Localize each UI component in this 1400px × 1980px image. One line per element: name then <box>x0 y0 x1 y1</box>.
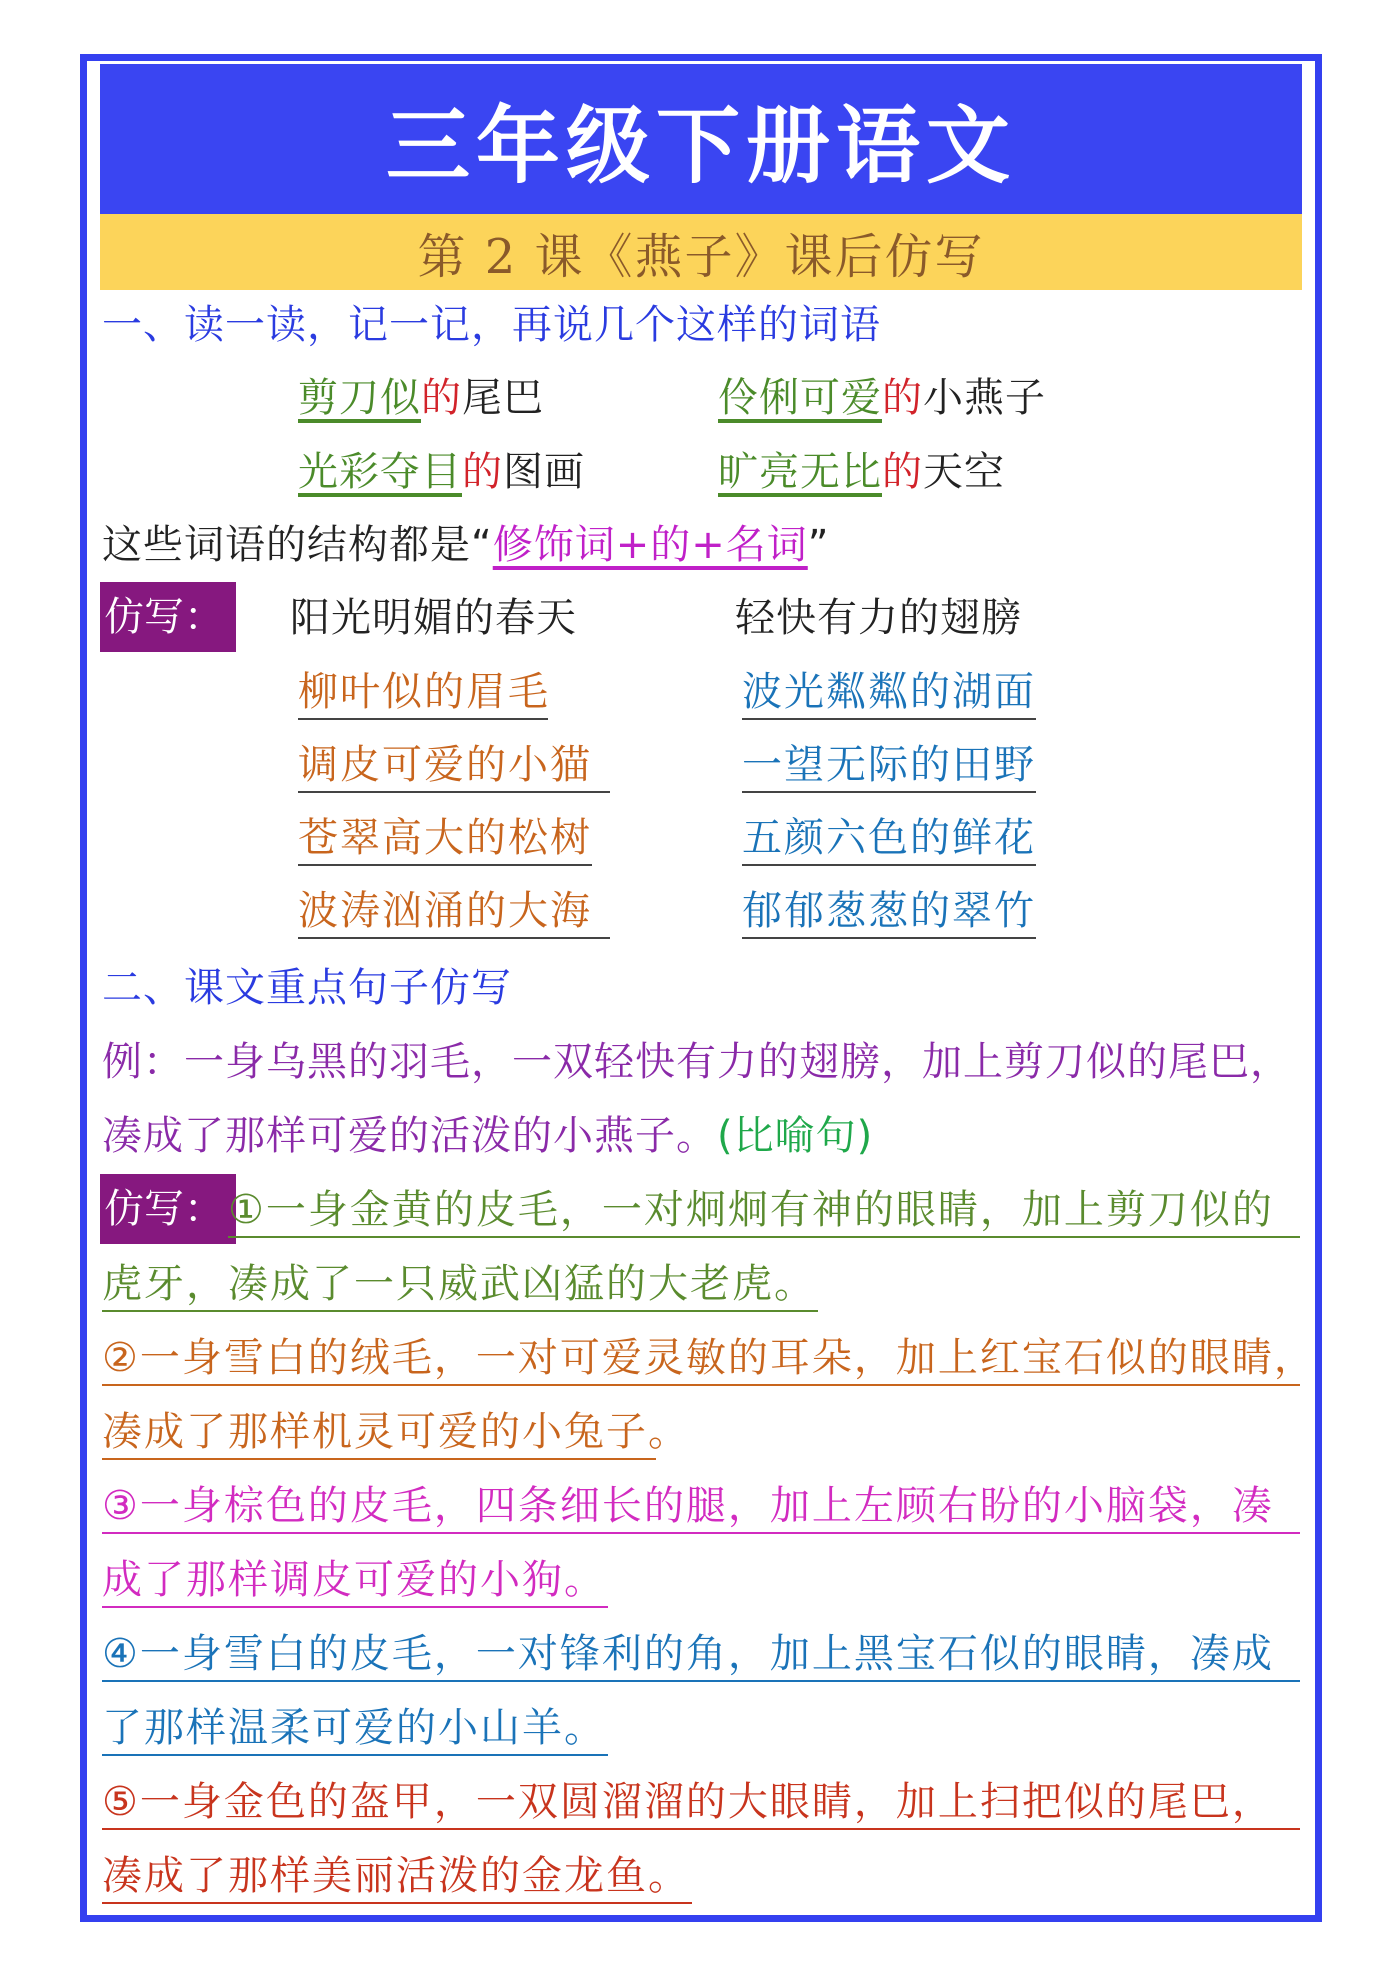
answer-left-2: 调皮可爱的小猫 <box>298 745 610 793</box>
prompt-phrase-2: 轻快有力的翅膀 <box>735 595 1022 641</box>
imitation-sentence-2-line1: ②一身雪白的绒毛，一对可爱灵敏的耳朵，加上红宝石似的眼睛， <box>102 1338 1300 1386</box>
example-de: 的 <box>882 375 923 421</box>
structure-suffix: ” <box>807 522 830 568</box>
example-noun: 图画 <box>503 449 585 495</box>
imitation-sentence-2-line2: 凑成了那样机灵可爱的小兔子。 <box>102 1412 656 1460</box>
example-noun: 小燕子 <box>923 375 1046 421</box>
lesson-subtitle: 第 2 课《燕子》课后仿写 <box>417 228 985 285</box>
example-sentence-line1: 例：一身乌黑的羽毛，一双轻快有力的翅膀，加上剪刀似的尾巴， <box>102 1039 1291 1085</box>
imitation-sentence-3-line2: 成了那样调皮可爱的小狗。 <box>102 1560 608 1608</box>
example-modifier: 伶俐可爱 <box>718 375 882 421</box>
example-phrase-2 <box>718 375 1046 421</box>
imitation-tag-2: 仿写： <box>100 1174 236 1244</box>
example-sentence-line2 <box>102 1113 874 1159</box>
answer-left-3: 苍翠高大的松树 <box>298 818 592 866</box>
title-banner <box>100 64 1302 214</box>
imitation-sentence-1-line1: ①一身金黄的皮毛，一对炯炯有神的眼睛，加上剪刀似的 <box>228 1190 1300 1238</box>
answer-right-4: 郁郁葱葱的翠竹 <box>742 891 1036 939</box>
imitation-sentence-5-line1: ⑤一身金色的盔甲，一双圆溜溜的大眼睛，加上扫把似的尾巴， <box>102 1782 1300 1830</box>
example-phrase-4 <box>718 449 1005 495</box>
imitation-sentence-1-line2: 虎牙，凑成了一只威武凶猛的大老虎。 <box>102 1264 818 1312</box>
answer-left-4: 波涛汹涌的大海 <box>298 891 610 939</box>
example-sentence-text: 凑成了那样可爱的活泼的小燕子。 <box>102 1113 717 1159</box>
page-title: 三年级下册语文 <box>385 96 1016 195</box>
example-modifier: 剪刀似 <box>298 375 421 421</box>
example-modifier: 光彩夺目 <box>298 449 462 495</box>
example-de: 的 <box>462 449 503 495</box>
example-modifier: 旷亮无比 <box>718 449 882 495</box>
imitation-sentence-4-line1: ④一身雪白的皮毛，一对锋利的角，加上黑宝石似的眼睛，凑成 <box>102 1634 1300 1682</box>
answer-right-3: 五颜六色的鲜花 <box>742 818 1036 866</box>
simile-note: (比喻句) <box>717 1113 874 1159</box>
example-noun: 尾巴 <box>462 375 544 421</box>
answer-right-1: 波光粼粼的湖面 <box>742 672 1036 720</box>
structure-note <box>102 522 830 568</box>
imitation-sentence-3-line1: ③一身棕色的皮毛，四条细长的腿，加上左顾右盼的小脑袋，凑 <box>102 1486 1300 1534</box>
structure-formula: 修饰词+的+名词 <box>492 522 808 568</box>
answer-right-2: 一望无际的田野 <box>742 745 1036 793</box>
example-phrase-3 <box>298 449 585 495</box>
imitation-sentence-4-line2: 了那样温柔可爱的小山羊。 <box>102 1708 608 1756</box>
section1-heading: 一、读一读，记一记，再说几个这样的词语 <box>102 302 881 348</box>
prompt-phrase-1: 阳光明媚的春天 <box>290 595 577 641</box>
example-de: 的 <box>421 375 462 421</box>
example-phrase-1 <box>298 375 544 421</box>
structure-prefix: 这些词语的结构都是“ <box>102 522 493 568</box>
imitation-tag: 仿写： <box>100 582 236 652</box>
example-de: 的 <box>882 449 923 495</box>
answer-left-1: 柳叶似的眉毛 <box>298 672 548 720</box>
imitation-sentence-5-line2: 凑成了那样美丽活泼的金龙鱼。 <box>102 1856 692 1904</box>
example-noun: 天空 <box>923 449 1005 495</box>
section2-heading: 二、课文重点句子仿写 <box>102 965 512 1011</box>
subtitle-banner <box>100 214 1302 290</box>
